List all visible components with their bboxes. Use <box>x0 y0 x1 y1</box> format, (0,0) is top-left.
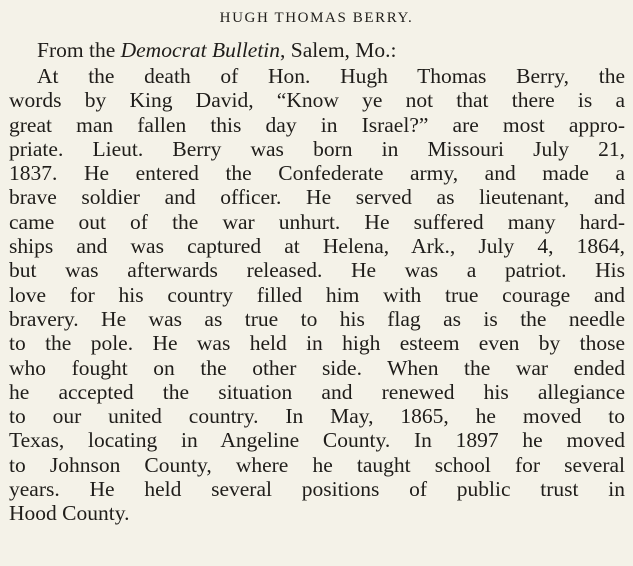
body-line: words by King David, “Know ye not that there is a <box>9 88 625 113</box>
body-line: 1837. He entered the Confederate army, and made a <box>9 161 625 186</box>
source-byline <box>37 38 397 62</box>
body-line: to our united country. In May, 1865, he moved to <box>9 404 625 429</box>
body-line: to the pole. He was held in high esteem even by those <box>9 331 625 356</box>
body-line: who fought on the other side. When the war ended <box>9 355 625 380</box>
body-line: love for his country filled him with true courage and <box>9 282 625 307</box>
article-body <box>9 64 625 526</box>
byline-prefix: From the <box>37 38 121 62</box>
body-line: to Johnson County, where he taught school for several <box>9 452 625 477</box>
body-line: Texas, locating in Angeline County. In 1897 he moved <box>9 428 625 453</box>
body-line: but was afterwards released. He was a patriot. His <box>9 258 625 283</box>
body-line: At the death of Hon. Hugh Thomas Berry, the <box>37 64 625 88</box>
body-line: priate. Lieut. Berry was born in Missouri July 21, <box>9 136 625 161</box>
body-line: years. He held several positions of public trust in <box>9 477 625 502</box>
body-line: ships and was captured at Helena, Ark., July 4, 1864, <box>9 234 625 259</box>
byline-suffix: , Salem, Mo.: <box>280 38 397 62</box>
body-line: Hood County. <box>9 501 130 526</box>
body-line: bravery. He was as true to his flag as is the needle <box>9 306 625 331</box>
body-line: he accepted the situation and renewed his allegiance <box>9 379 625 404</box>
body-line: great man fallen this day in Israel?” are most appro- <box>9 112 625 137</box>
body-line: came out of the war unhurt. He suffered many hard- <box>9 209 625 234</box>
newspaper-name: Democrat Bulletin <box>120 38 281 62</box>
body-line: brave soldier and officer. He served as lieutenant, and <box>9 185 625 210</box>
article-title: HUGH THOMAS BERRY. <box>219 10 414 26</box>
